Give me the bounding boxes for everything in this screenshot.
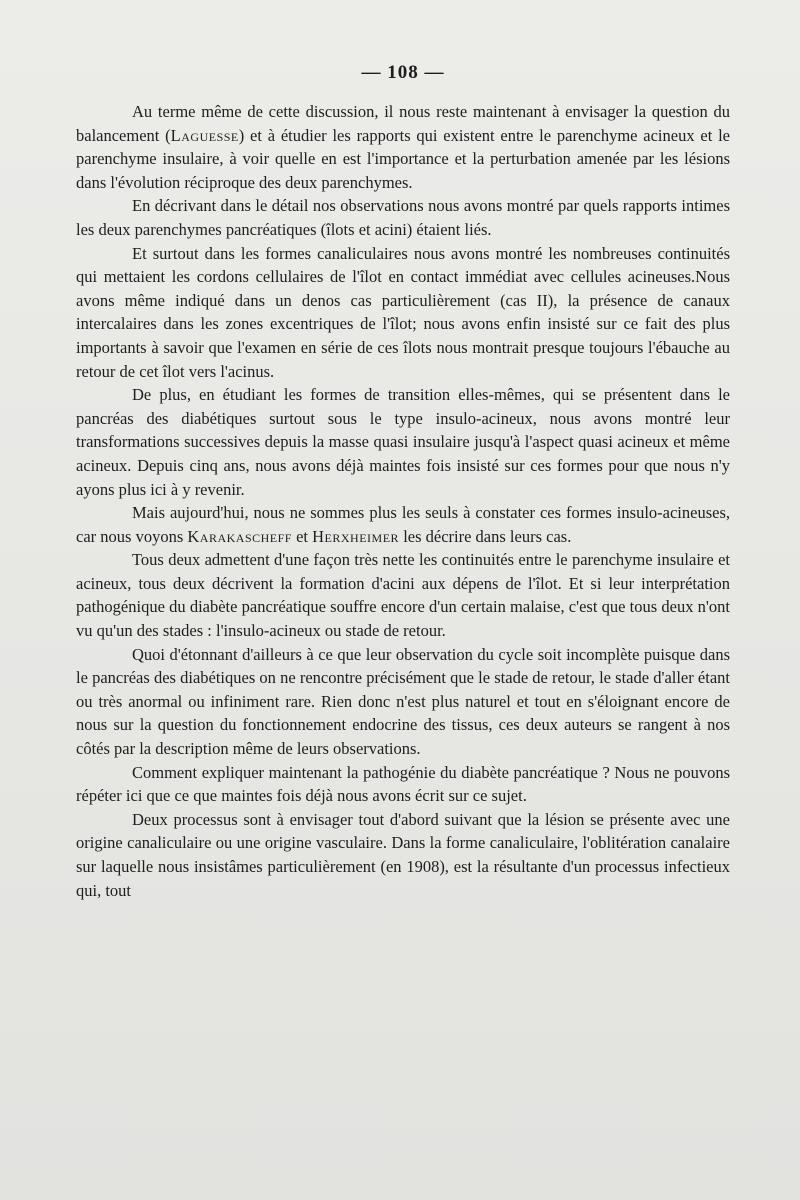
paragraph bbox=[76, 383, 730, 501]
author-name: Laguesse bbox=[170, 125, 239, 145]
text-segment: En décrivant dans le détail nos observations nous avons montré par quels rapports intimes les deux parenchymes pancréatiques (îlots et acini) étaient liés. bbox=[76, 196, 730, 239]
author-name: Herxheimer bbox=[312, 526, 400, 546]
paragraph bbox=[76, 761, 730, 808]
text-segment: De plus, en étudiant les formes de transition elles-mêmes, qui se présentent dans le pancréas des diabétiques surtout sous le type insulo-acineux, nous avons montré leur transformations successives depuis la masse quasi insulaire jusqu'à l'aspect quasi acineux et même acineux. Depuis cinq ans, nous avons déjà maintes fois insisté sur ces formes pour que nous n'y ayons plus ici à y revenir. bbox=[76, 385, 730, 499]
paragraph bbox=[76, 194, 730, 241]
author-name: Karakascheff bbox=[187, 526, 292, 546]
paragraph bbox=[76, 501, 730, 548]
paragraph bbox=[76, 242, 730, 384]
paragraph bbox=[76, 100, 730, 194]
paragraph bbox=[76, 643, 730, 761]
text-segment: Comment expliquer maintenant la pathogénie du diabète pancréatique ? Nous ne pouvons répéter ici que ce que maintes fois déjà nous avons écrit sur ce sujet. bbox=[76, 762, 730, 806]
page-number: — 108 — bbox=[361, 62, 445, 83]
paragraph bbox=[76, 808, 730, 902]
text-segment: Mais aujourd'hui, nous ne sommes plus les seuls à constater ces formes insulo-acineuses, car nous voyons bbox=[76, 503, 730, 546]
text-segment: et bbox=[291, 526, 313, 546]
text-segment: Deux processus sont à envisager tout d'abord suivant que la lésion se présente avec une origine canaliculaire ou une origine vasculaire. Dans la forme canaliculaire, l'oblitération canalaire sur laquelle nous insistâmes particulièrement (en 1908), est la résultante d'un processus infectieux qui, tout bbox=[76, 809, 730, 900]
text-segment: Au terme même de cette discussion, il nous reste maintenant à envisager la question du balancement ( bbox=[76, 102, 730, 145]
text-segment: ) et à étudier les rapports qui existent entre le parenchyme acineux et le parenchyme insulaire, à voir quelle en est l'importance et la perturbation amenée par les lésions dans l'évolution réciproque des deux parenchymes. bbox=[76, 125, 730, 192]
text-segment: les décrire dans leurs cas. bbox=[399, 526, 572, 546]
text-segment: Tous deux admettent d'une façon très nette les continuités entre le parenchyme insulaire et acineux, tous deux décrivent la formation d'acini aux dépens de l'îlot. Et si leur interprétation pathogénique du diabète pancréatique souffre encore d'un certain malaise, c'est que tous deux n'ont vu qu'un des stades : l'insulo-acineux ou stade de retour. bbox=[76, 550, 730, 641]
body-text bbox=[76, 100, 730, 902]
text-segment: Quoi d'étonnant d'ailleurs à ce que leur observation du cycle soit incomplète puisque dans le pancréas des diabétiques on ne rencontre précisément que le stade de retour, le stade d'aller étant ou très anormal ou infiniment rare. Rien donc n'est plus naturel et tout en s'éloignant encore de nous sur la question du fonctionnement endocrine des tissus, ces deux auteurs se rangent à nos côtés par la description même de leurs observations. bbox=[76, 644, 730, 759]
paragraph bbox=[76, 548, 730, 642]
text-segment: Et surtout dans les formes canaliculaires nous avons montré les nombreuses continuités qui mettaient les cordons cellulaires de l'îlot en contact immédiat avec cellules acineuses.Nous avons même indiqué dans un denos cas particulièrement (cas II), la présence de canaux intercalaires dans les zones excentriques de l'îlot; nous avons enfin insisté sur ce fait des plus importants à savoir que l'examen en série de ces îlots nous montrait presque toujours l'ébauche au retour de cet îlot vers l'acinus. bbox=[76, 243, 730, 381]
